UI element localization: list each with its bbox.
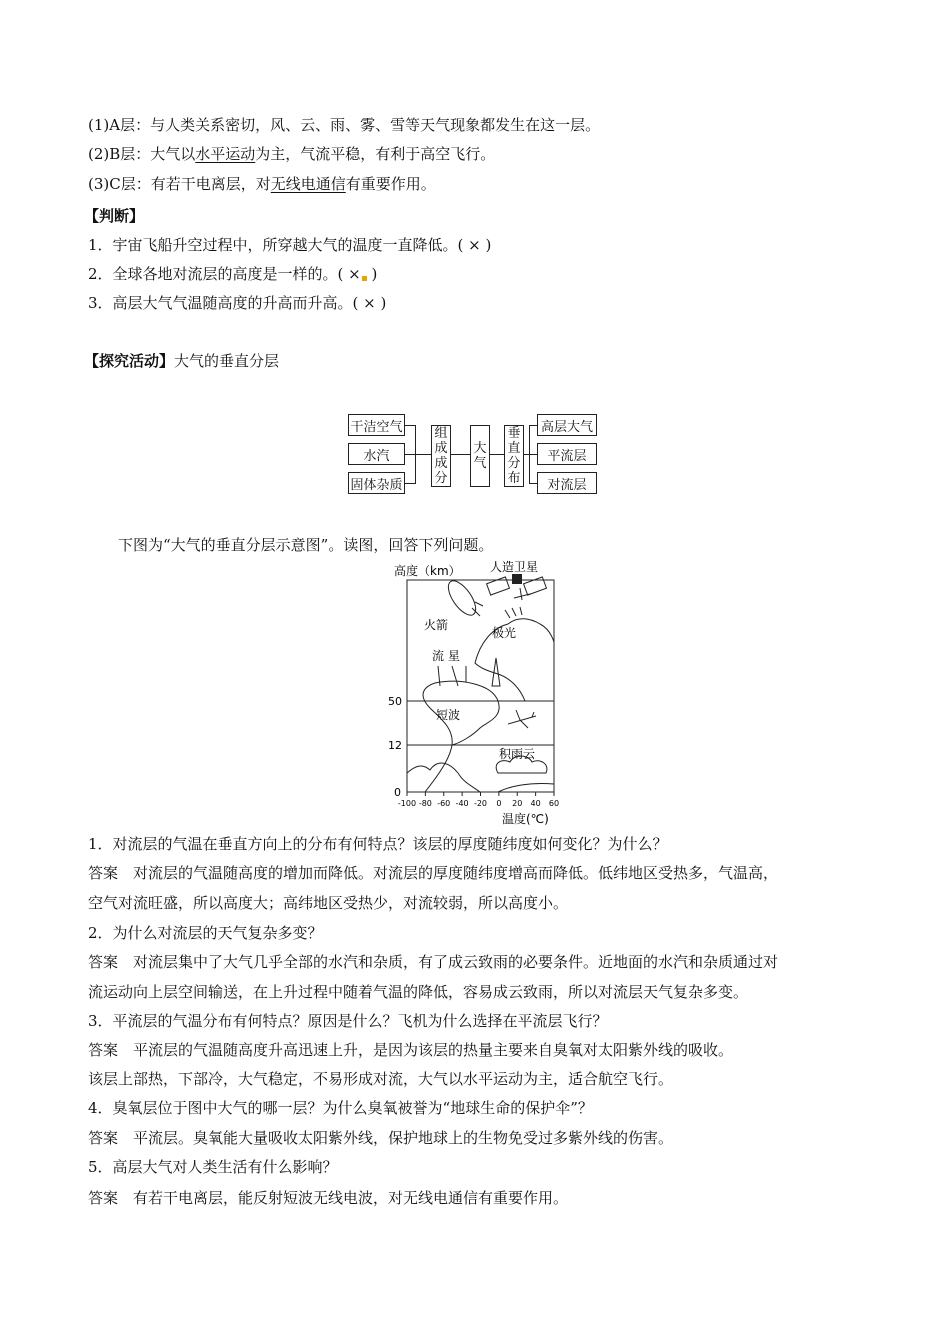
judge-item-2 [88,263,377,285]
judge-item-1-mark: × [463,236,486,254]
label-aurora: 极光 [492,626,517,640]
layer-a-statement [88,114,600,136]
layer-label-box [504,425,524,487]
layer-troposphere: 对流层 [537,472,597,494]
x-tick-label: 40 [530,799,541,808]
question-1: 1．对流层的气温在垂直方向上的分布有何特点？该层的厚度随纬度如何变化？为什么？ [88,835,668,853]
x-tick-label: -20 [473,799,488,808]
question-2: 2．为什么对流层的天气复杂多变？ [88,924,323,942]
connector [529,483,537,484]
layer-upper-atmosphere: 高层大气 [537,414,597,436]
layer-label-char: 垂 [507,426,521,441]
answer-1-line-2: 空气对流旺盛，所以高度大；高纬地区受热少，对流较弱，所以高度小。 [88,894,569,912]
layer-b-text-pre: (2)B层：大气以 [88,145,196,163]
judge-item-1-end: ) [485,236,492,254]
label-shortwave: 短波 [436,708,461,722]
connector [451,454,470,455]
x-tick-label: -40 [455,799,469,808]
answer-4-line-1: 答案 平流层。臭氧能大量吸收太阳紫外线，保护地球上的生物免受过多紫外线的伤害。 [88,1129,674,1147]
layer-c-statement [88,173,436,195]
atmosphere-char: 大 [473,441,487,456]
connector [405,483,415,484]
connector [405,425,415,426]
judge-item-1-text: 1．宇宙飞船升空过程中，所穿越大气的温度一直降低。( [88,236,464,254]
x-tick-label: 20 [512,799,523,808]
layer-b-underlined: 水平运动 [195,145,256,163]
connector [490,454,504,455]
x-axis-title: 温度(℃) [502,812,549,826]
judge-item-1 [88,234,491,256]
component-label-char: 组 [434,426,448,441]
component-label-char: 分 [434,471,448,486]
y-tick-12: 12 [388,739,402,752]
judge-item-2-end: ) [366,265,378,283]
judge-item-3 [88,292,386,314]
layer-label-char: 分 [507,456,521,471]
question-4: 4．臭氧层位于图中大气的哪一层？为什么臭氧被誉为“地球生命的保护伞”？ [88,1099,593,1117]
connector [529,454,537,455]
judge-item-3-mark: × [358,294,381,312]
judge-heading: 【判断】 [84,207,145,225]
answer-2-line-2: 流运动向上层空间输送，在上升过程中随着气温的降低，容易成云致雨，所以对流层天气复杂多变。 [88,983,749,1001]
layer-b-text-post: 为主，气流平稳，有利于高空飞行。 [255,145,496,163]
layer-c-underlined: 无线电通信 [270,175,346,193]
rocket-icon [443,576,483,619]
atmosphere-box [470,425,490,487]
layer-label-char: 布 [507,471,521,486]
component-solid-impurities: 固体杂质 [348,472,405,494]
question-5: 5．高层大气对人类生活有什么影响？ [88,1158,338,1176]
component-water-vapor: 水汽 [348,443,405,465]
layer-b-statement [88,143,495,165]
connector [405,454,415,455]
temperature-curve [423,681,499,792]
answer-1-line-1: 答案 对流层的气温随高度的增加而降低。对流层的厚度随纬度增高而降低。低纬地区受热多，气温高， [88,864,779,882]
atmosphere-char: 气 [473,456,487,471]
mountain-outline [407,763,480,792]
layer-label-char: 直 [507,441,521,456]
layer-c-text-post: 有重要作用。 [345,175,436,193]
component-label-char: 成 [434,456,448,471]
component-label-box [431,425,451,487]
layer-a-text: (1)A层：与人类关系密切，风、云、雨、雾、雪等天气现象都发生在这一层。 [88,116,601,134]
layer-stratosphere: 平流层 [537,443,597,465]
x-tick-label: -100 [397,799,417,808]
answer-5-line-1: 答案 有若干电离层，能反射短波无线电波，对无线电通信有重要作用。 [88,1189,569,1207]
connector [415,454,431,455]
activity-title: 大气的垂直分层 [174,352,280,370]
layer-c-text-pre: (3)C层：有若干电离层，对 [88,175,271,193]
judge-item-2-mark: × [343,265,361,283]
aurora-rays [505,607,522,618]
x-tick-label: 60 [548,799,560,808]
label-satellite: 人造卫星 [490,560,539,574]
y-tick-0: 0 [394,786,401,799]
airplane-icon [508,710,536,728]
answer-3-line-2: 该层上部热，下部冷，大气稳定，不易形成对流，大气以水平运动为主，适合航空飞行。 [88,1070,674,1088]
answer-2-line-1: 答案 对流层集中了大气几乎全部的水汽和杂质，有了成云致雨的必要条件。近地面的水汽和杂质通过对 [88,953,779,971]
activity-heading [84,350,279,372]
activity-tag: 【探究活动】 [84,352,175,370]
figure-intro: 下图为“大气的垂直分层示意图”。读图，回答下列问题。 [118,536,494,554]
question-3: 3．平流层的气温分布有何特点？原因是什么？飞机为什么选择在平流层飞行？ [88,1012,608,1030]
label-rocket: 火箭 [424,618,449,632]
atmosphere-layer-diagram [380,558,580,830]
x-tick-label: -60 [437,799,451,808]
judge-item-3-text: 3．高层大气气温随高度的升高而升高。( [88,294,359,312]
x-tick-label: -80 [418,799,432,808]
meteor-trails [438,666,466,686]
judge-item-3-end: ) [380,294,387,312]
answer-3-line-1: 答案 平流层的气温随高度升高迅速上升，是因为该层的热量主要来自臭氧对太阳紫外线的吸收。 [88,1041,734,1059]
y-axis-title: 高度（km） [394,564,461,578]
label-meteor: 流 星 [432,649,460,663]
x-tick-group [398,792,559,808]
component-label-char: 成 [434,441,448,456]
judge-item-2-text: 2．全球各地对流层的高度是一样的。( [88,265,344,283]
ground-outline [498,783,554,792]
label-cloud: 积雨云 [499,747,536,761]
connector [529,425,537,426]
x-tick-label: 0 [496,799,502,808]
y-tick-50: 50 [388,695,402,708]
component-dry-air: 干洁空气 [348,414,405,436]
satellite-icon [487,574,547,600]
